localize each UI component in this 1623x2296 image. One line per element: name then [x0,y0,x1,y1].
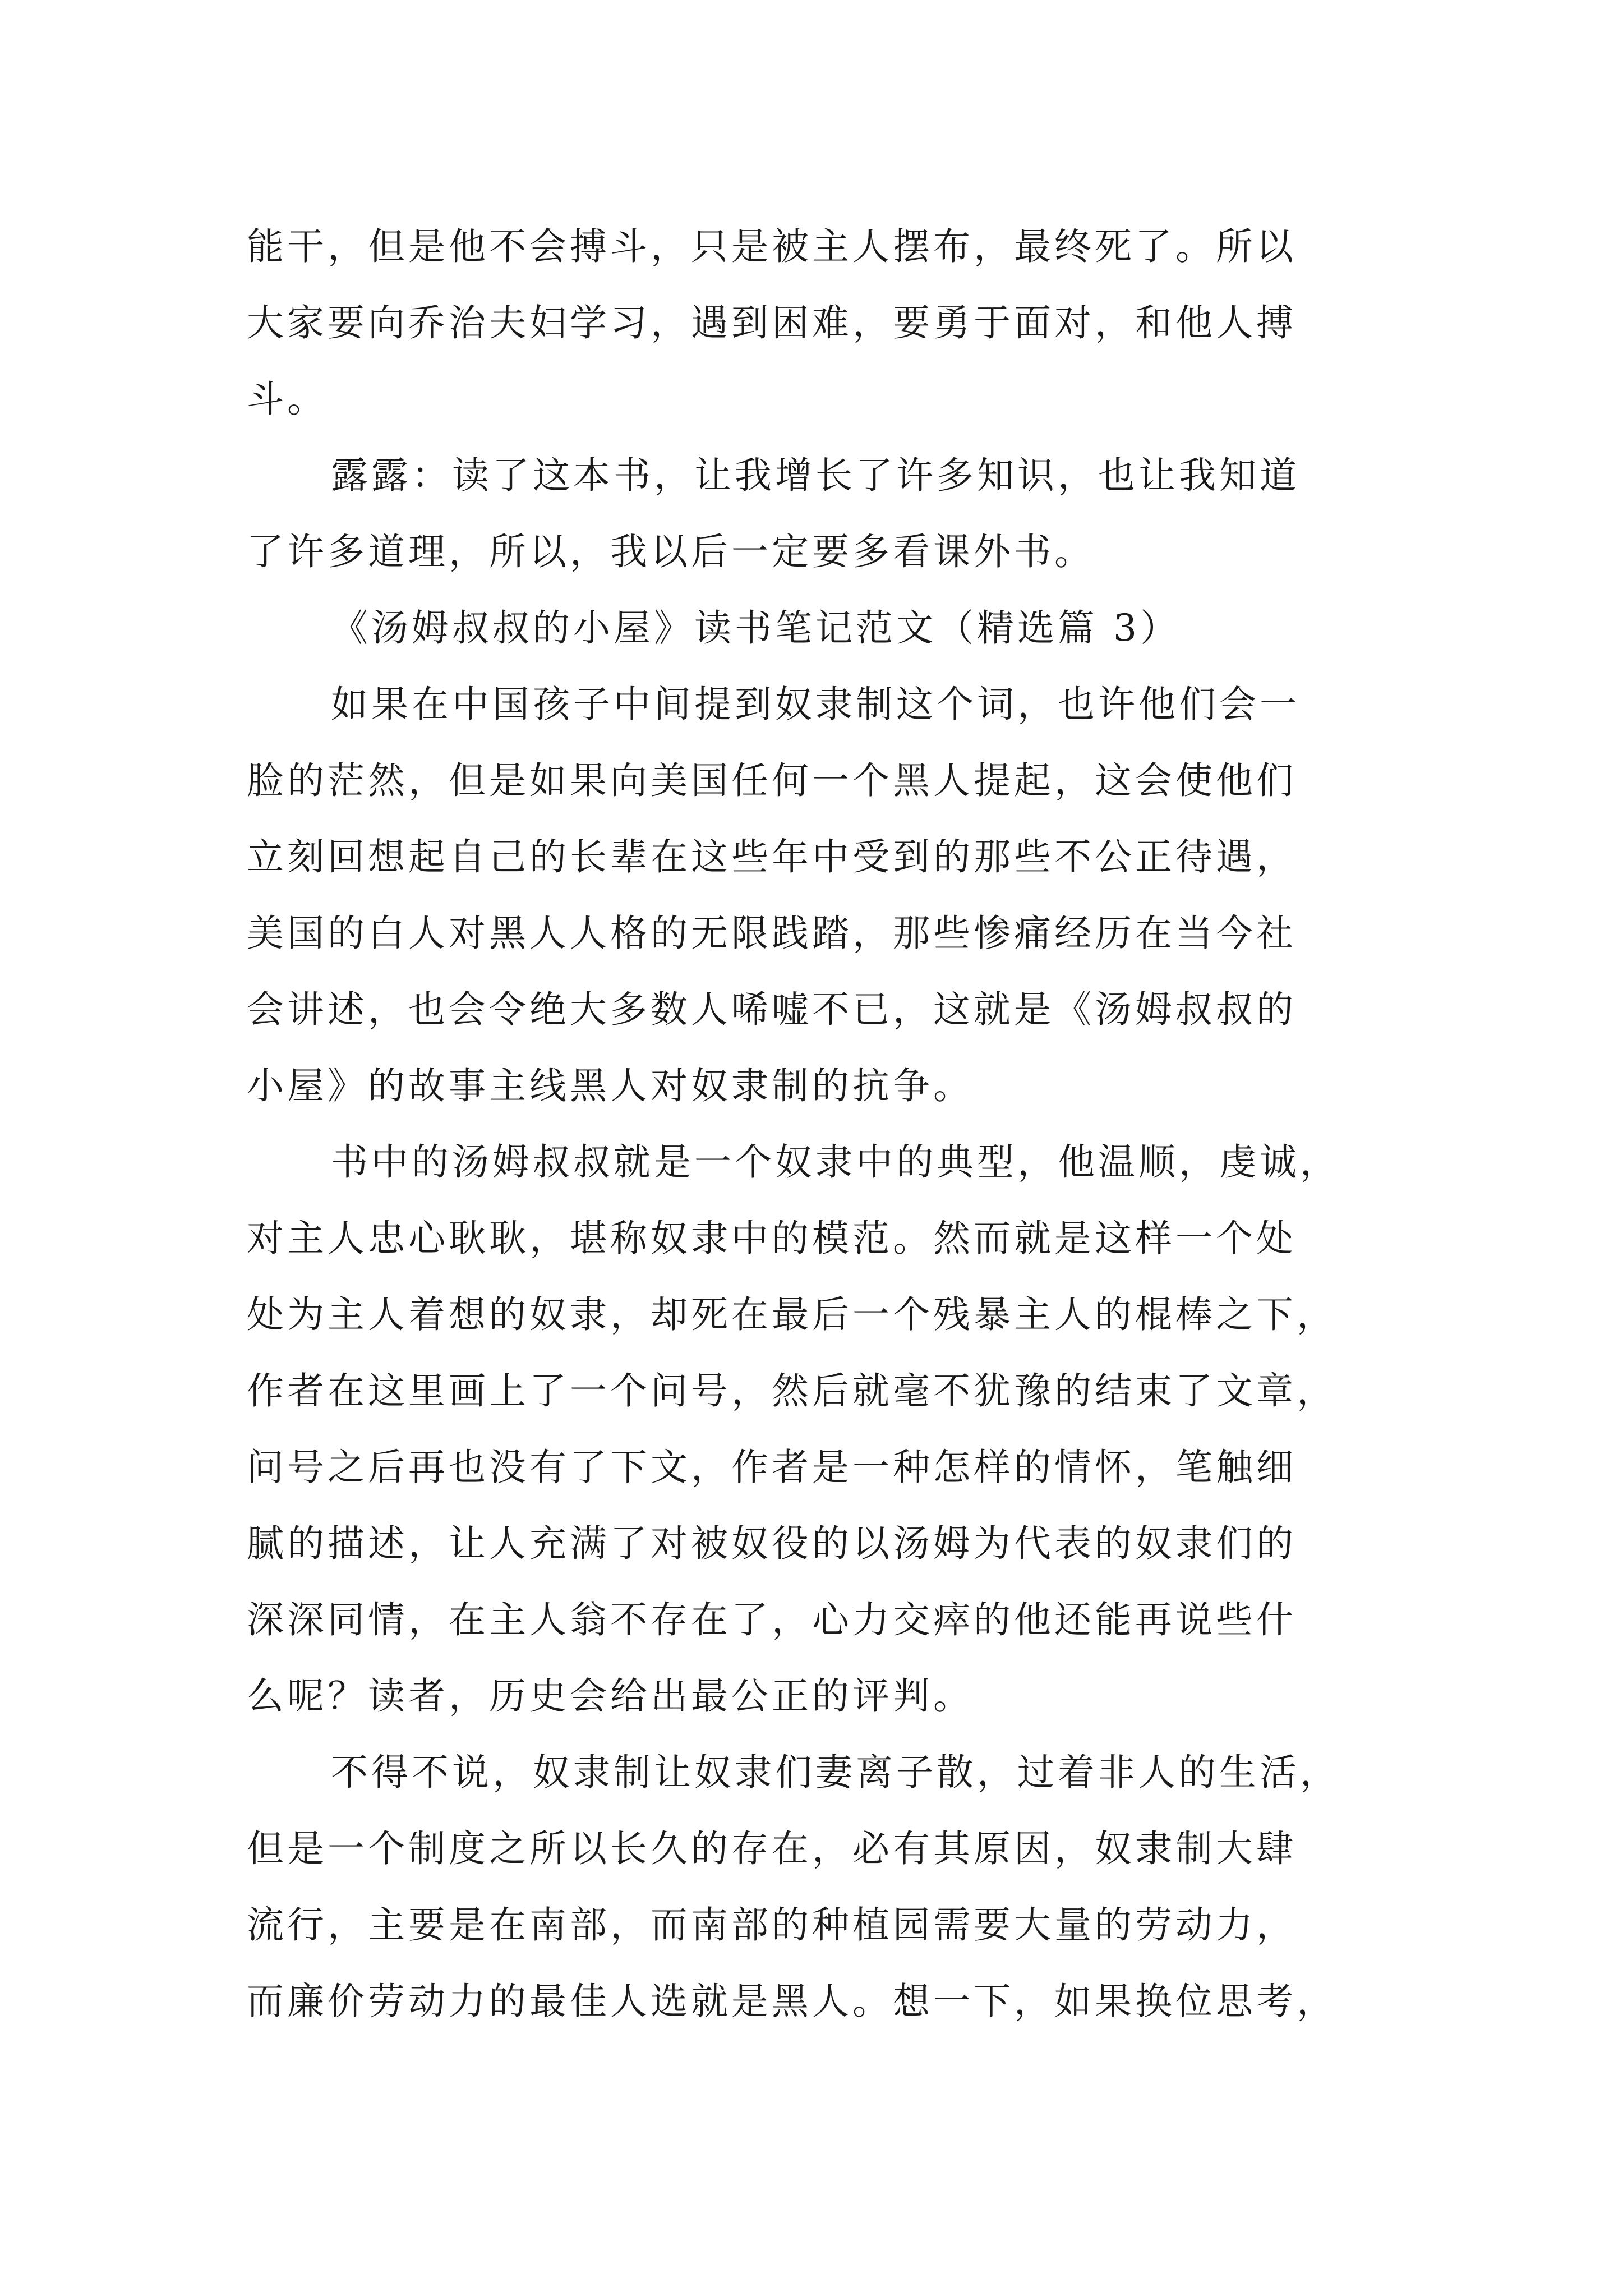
text-line: 作者在这里画上了一个问号，然后就毫不犹豫的结束了文章， [247,1369,1337,1412]
text-line: 能干，但是他不会搏斗，只是被主人摆布，最终死了。所以 [247,225,1297,268]
text-line: 了许多道理，所以，我以后一定要多看课外书。 [247,530,1095,573]
text-line: 但是一个制度之所以长久的存在，必有其原因，奴隶制大肆 [247,1827,1297,1870]
text-line: 腻的描述，让人充满了对被奴役的以汤姆为代表的奴隶们的 [247,1522,1297,1565]
text-line: 小屋》的故事主线黑人对奴隶制的抗争。 [247,1064,974,1107]
text-line: 么呢？读者，历史会给出最公正的评判。 [247,1674,974,1718]
paragraph-start: 不得不说，奴隶制让奴隶们妻离子散，过着非人的生活， [331,1751,1340,1794]
text-line: 大家要向乔治夫妇学习，遇到困难，要勇于面对，和他人搏 [247,301,1297,344]
text-line: 而廉价劳动力的最佳人选就是黑人。想一下，如果换位思考， [247,1980,1337,2023]
section-heading: 《汤姆叔叔的小屋》读书笔记范文（精选篇 3） [331,606,1181,650]
paragraph-start: 书中的汤姆叔叔就是一个奴隶中的典型，他温顺，虔诚， [331,1140,1340,1184]
paragraph-start: 如果在中国孩子中间提到奴隶制这个词，也许他们会一 [331,683,1300,726]
document-body [247,209,1402,2040]
text-line: 问号之后再也没有了下文，作者是一种怎样的情怀，笔触细 [247,1446,1297,1489]
text-line: 对主人忠心耿耿，堪称奴隶中的模范。然而就是这样一个处 [247,1217,1297,1260]
text-line: 斗。 [247,378,328,421]
text-line: 美国的白人对黑人人格的无限践踏，那些惨痛经历在当今社 [247,912,1297,955]
text-line: 深深同情，在主人翁不存在了，心力交瘁的他还能再说些什 [247,1598,1297,1641]
text-line: 脸的茫然，但是如果向美国任何一个黑人提起，这会使他们 [247,759,1297,802]
text-line: 处为主人着想的奴隶，却死在最后一个残暴主人的棍棒之下， [247,1293,1337,1336]
text-line: 流行，主要是在南部，而南部的种植园需要大量的劳动力， [247,1903,1297,1947]
paragraph-start: 露露：读了这本书，让我增长了许多知识，也让我知道 [331,454,1300,497]
text-line: 会讲述，也会令绝大多数人唏嘘不已，这就是《汤姆叔叔的 [247,988,1297,1031]
text-line: 立刻回想起自己的长辈在这些年中受到的那些不公正待遇， [247,835,1297,878]
